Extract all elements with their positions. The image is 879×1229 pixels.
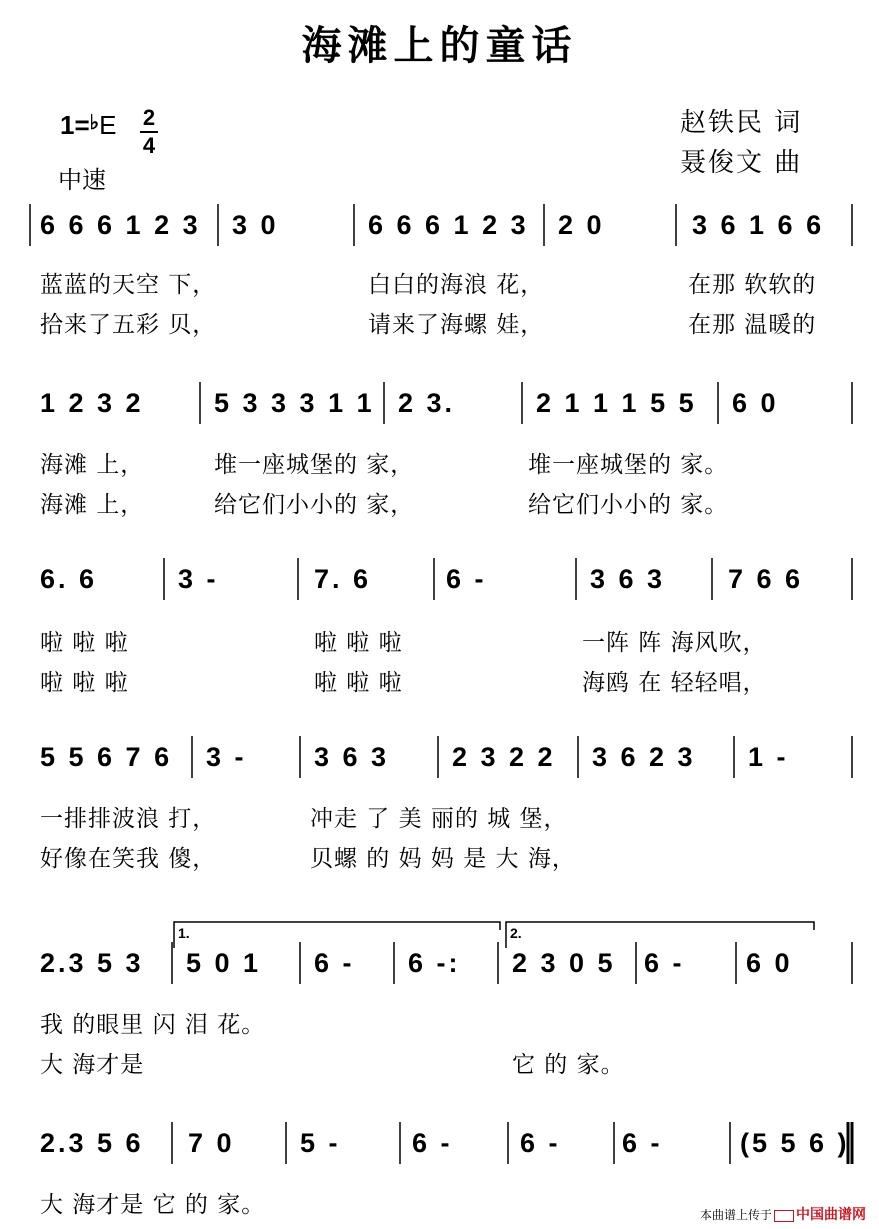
note-group: 6 - xyxy=(412,1128,453,1158)
lyric-line: 堆一座城堡的 家， xyxy=(214,452,415,478)
site-logo-icon xyxy=(774,1210,794,1222)
note-group: 6 0 xyxy=(732,388,779,418)
note-group: 3 6 2 3 xyxy=(592,742,696,772)
lyricist-credit: 赵铁民 词 xyxy=(680,108,803,138)
lyric-line: 贝螺 的 妈 妈 是 大 海， xyxy=(310,846,576,872)
lyric-line: 冲走 了 美 丽的 城 堡， xyxy=(310,806,568,832)
tempo-marking: 中速 xyxy=(58,166,106,194)
lyric-line: 蓝蓝的天空 下， xyxy=(40,272,217,298)
lyric-line: 好像在笑我 傻， xyxy=(40,846,217,872)
note-group: (5 5 6 ) xyxy=(740,1128,850,1158)
note-group: 3 6 3 xyxy=(590,564,666,594)
note-group: 6 - xyxy=(446,564,487,594)
lyric-line: 拾来了五彩 贝， xyxy=(40,312,217,338)
lyric-line: 堆一座城堡的 家。 xyxy=(528,452,729,478)
note-group: 5 3 3 3 1 1 xyxy=(214,388,375,418)
lyric-line: 海鸥 在 轻轻唱， xyxy=(582,670,767,696)
note-group: 1 - xyxy=(748,742,789,772)
note-group: 3 6 3 xyxy=(314,742,390,772)
lyric-line: 它 的 家。 xyxy=(512,1052,625,1078)
note-group: 6 -: xyxy=(408,948,461,978)
song-title: 海滩上的童话 xyxy=(301,22,578,69)
note-group: 6 6 6 1 2 3 xyxy=(40,210,201,240)
note-group: 5 - xyxy=(300,1128,341,1158)
lyric-line: 白白的海浪 花， xyxy=(368,272,545,298)
note-group: 5 0 1 xyxy=(186,948,262,978)
note-group: 2 3 0 5 xyxy=(512,948,616,978)
volta-bracket xyxy=(174,922,500,948)
composer-credit: 聂俊文 曲 xyxy=(680,148,803,178)
note-group: 7 6 6 xyxy=(728,564,804,594)
note-group: 7. 6 xyxy=(314,564,372,594)
note-group: 3 - xyxy=(206,742,247,772)
lyric-line: 啦 啦 啦 xyxy=(314,670,403,696)
lyric-line: 一阵 阵 海风吹， xyxy=(582,630,767,656)
note-group: 2.3 5 6 xyxy=(40,1128,144,1158)
volta-label: 1. xyxy=(178,925,190,941)
lyric-line: 海滩 上， xyxy=(40,492,145,518)
lyric-line: 海滩 上， xyxy=(40,452,145,478)
note-group: 2 1 1 1 5 5 xyxy=(536,388,697,418)
note-group: 2 0 xyxy=(558,210,605,240)
lyric-line: 大 海才是 它 的 家。 xyxy=(40,1192,266,1218)
note-group: 3 - xyxy=(178,564,219,594)
lyric-line: 在那 软软的 xyxy=(688,272,817,298)
note-group: 6 - xyxy=(314,948,355,978)
lyric-line: 请来了海螺 娃， xyxy=(368,312,545,338)
note-group: 6 - xyxy=(520,1128,561,1158)
note-group: 7 0 xyxy=(188,1128,235,1158)
lyric-line: 啦 啦 啦 xyxy=(40,630,129,656)
note-group: 6 - xyxy=(644,948,685,978)
note-group: 1 2 3 2 xyxy=(40,388,144,418)
lyric-line: 在那 温暖的 xyxy=(688,312,817,338)
note-group: 2 3. xyxy=(398,388,456,418)
key-signature: 1=♭E xyxy=(60,110,117,140)
footer-watermark: 本曲谱上传于 中国曲谱网 xyxy=(700,1206,867,1222)
lyric-line: 啦 啦 啦 xyxy=(314,630,403,656)
lyric-line: 给它们小小的 家。 xyxy=(528,492,729,518)
lyric-line: 啦 啦 啦 xyxy=(40,670,129,696)
volta-bracket xyxy=(506,922,814,948)
note-group: 6 - xyxy=(622,1128,663,1158)
note-group: 2.3 5 3 xyxy=(40,948,144,978)
note-group: 3 0 xyxy=(232,210,279,240)
lyric-line: 给它们小小的 家， xyxy=(214,492,415,518)
lyric-line: 我 的眼里 闪 泪 花。 xyxy=(40,1012,266,1038)
note-group: 3 6 1 6 6 xyxy=(692,210,825,240)
volta-label: 2. xyxy=(510,925,522,941)
note-group: 6 0 xyxy=(746,948,793,978)
lyric-line: 大 海才是 xyxy=(40,1052,145,1078)
note-group: 6 6 6 1 2 3 xyxy=(368,210,529,240)
note-group: 5 5 6 7 6 xyxy=(40,742,173,772)
time-signature: 2 4 xyxy=(140,106,158,158)
note-group: 2 3 2 2 xyxy=(452,742,556,772)
lyric-line: 一排排波浪 打， xyxy=(40,806,217,832)
note-group: 6. 6 xyxy=(40,564,98,594)
